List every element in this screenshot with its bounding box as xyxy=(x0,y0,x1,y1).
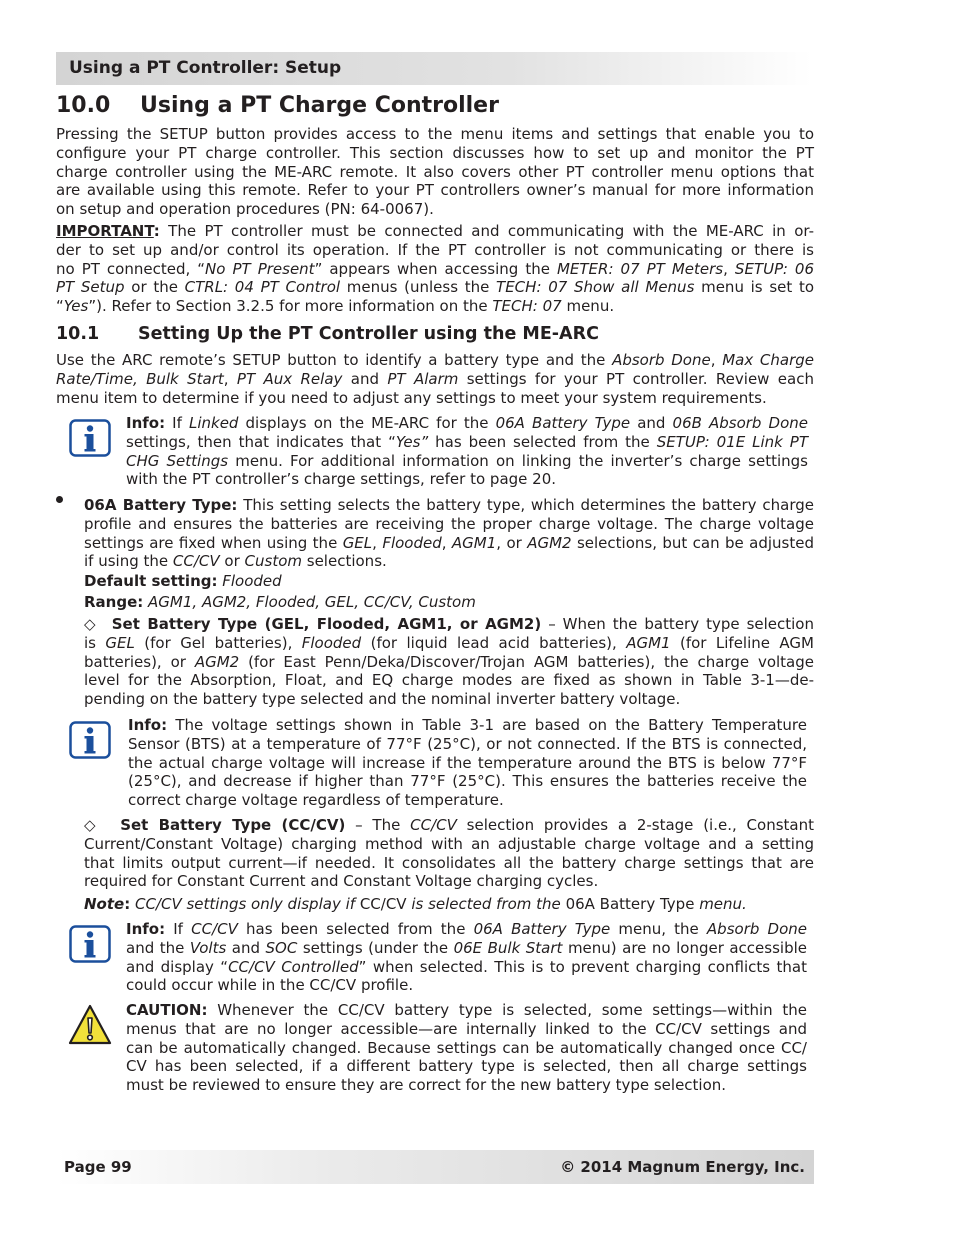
section-number: 10.0 xyxy=(56,93,111,118)
info-icon xyxy=(69,925,111,963)
default-setting xyxy=(84,572,814,591)
bullet-dot xyxy=(56,496,63,503)
intro-line: are available using this remote. Refer to your PT controllers owner’s manual for more information xyxy=(56,181,814,200)
info-note-linked: Info: If Linked displays on the ME-ARC for the 06A Battery Type and 06B Absorb Done settings, then that indicates that “Yes” has been selected from the SETUP: 01E Link PT CHG Settings menu. For additional information on linking the inverter’s charge settings with the PT controller’s charge settings, refer to page 20. xyxy=(126,414,809,489)
range-label: Range: xyxy=(84,593,144,611)
subsection-title xyxy=(56,324,599,344)
intro-line: on setup and operation procedures (PN: 64-0067). xyxy=(56,200,434,219)
diamond-icon: ◇ xyxy=(84,615,98,633)
caution-note: CAUTION: Whenever the CC/CV battery type is selected, some settings—within the menus that are no longer accessible—are internally linked to the CC/CV settings and can be automatically changed. Because settings can be automatically changed once CC/ CV has been selected, if a different battery type is selected, then all charge settings must be reviewed to ensure they are correct for the new battery type selection. xyxy=(126,1001,807,1095)
subsection-title-text: Setting Up the PT Controller using the ME-ARC xyxy=(138,324,599,344)
section-header-label: Using a PT Controller: Setup xyxy=(69,58,342,78)
info-icon xyxy=(69,721,111,759)
default-setting-label: Default setting: xyxy=(84,572,218,590)
info-note-cccv: Info: If CC/CV has been selected from the 06A Battery Type menu, the Absorb Done and the Volts and SOC settings (under the 06E Bulk Start menu) are no longer accessible and display “CC/CV Controlled” when selected. This is to prevent charging conflicts that could occur while in the CC/CV profile. xyxy=(126,920,807,995)
important-label: IMPORTANT xyxy=(56,222,154,240)
intro-line: configure your PT charge controller. This section discusses how to set up and monitor the PT xyxy=(56,143,814,162)
section-header-bar xyxy=(56,52,812,85)
battery-type-paragraph: 06A Battery Type: This setting selects the battery type, which determines the battery charge profile and ensures the batteries are receiving the proper charge voltage. The charge voltage settings are fixed when using the GEL, Flooded, AGM1, or AGM2 selections, but can be adjusted if using the CC/CV or Custom selections. xyxy=(84,496,814,571)
info-label: Info: xyxy=(126,414,166,432)
section-title-text: Using a PT Charge Controller xyxy=(140,93,499,118)
range-setting xyxy=(84,593,814,612)
set-battery-type-cccv-label: Set Battery Type (CC/CV) xyxy=(120,816,346,834)
info-label: Info: xyxy=(128,716,168,734)
set-battery-type-gel-paragraph: ◇ Set Battery Type (GEL, Flooded, AGM1, or AGM2) – When the battery type selection is GEL (for Gel batteries), Flooded (for liquid lead acid batteries), AGM1 (for Lifeline AGM batteries), or AGM2 (for East Penn/Deka/Discover/Trojan AGM batteries), the charge voltage level for the Absorption, Float, and EQ charge modes are fixed as shown in Table 3-1—de- pending on the battery type selected and the nominal inverter battery voltage. xyxy=(84,615,814,709)
caution-label: CAUTION: xyxy=(126,1001,208,1019)
range-value: AGM1, AGM2, Flooded, GEL, CC/CV, Custom xyxy=(143,593,476,611)
subsection-number: 10.1 xyxy=(56,324,100,344)
intro-line: charge controller using the ME-ARC remote. It also covers other PT controller menu options that xyxy=(56,162,814,181)
info-icon xyxy=(69,419,111,457)
default-setting-value: Flooded xyxy=(217,572,282,590)
section-title xyxy=(56,93,499,118)
info-label: Info: xyxy=(126,920,166,938)
diamond-icon: ◇ xyxy=(84,816,101,834)
note-cccv: Note: CC/CV settings only display if CC/CV is selected from the 06A Battery Type menu. xyxy=(84,895,747,913)
set-battery-type-label: Set Battery Type (GEL, Flooded, AGM1, or AGM2) xyxy=(111,615,542,633)
info-note-temperature: Info: The voltage settings shown in Table 3-1 are based on the Battery Temperature Sensor (BTS) at a temperature of 77°F (25°C), or not connected. If the BTS is connected, the actual charge voltage will increase if the temperature around the BTS is below 77°F (25°C), and decrease if higher than 77°F (25°C). This ensures the batteries receive the correct charge voltage regardless of temperature. xyxy=(128,716,807,810)
caution-triangle-icon xyxy=(68,1004,112,1046)
battery-type-label: 06A Battery Type: xyxy=(84,496,238,514)
intro-paragraph xyxy=(56,125,814,219)
page-number: Page 99 xyxy=(64,1158,132,1176)
use-paragraph: Use the ARC remote’s SETUP button to identify a battery type and the Absorb Done, Max Charge Rate/Time, Bulk Start, PT Aux Relay and PT Alarm settings for your PT controller. Review each menu item to determine if you need to adjust any settings to meet your system requirements. xyxy=(56,351,814,407)
copyright: © 2014 Magnum Energy, Inc. xyxy=(560,1158,805,1176)
important-paragraph: IMPORTANT: The PT controller must be connected and communicating with the ME-ARC in or- der to set up and/or control its operation. If the PT controller is not communicating or there is no PT connected, “No PT Present” appears when accessing the METER: 07 PT Meters, SETUP: 06 PT Setup or the CTRL: 04 PT Control menus (unless the TECH: 07 Show all Menus menu is set to “Yes”). Refer to Section 3.2.5 for more information on the TECH: 07 menu. xyxy=(56,222,815,316)
set-battery-type-cccv-paragraph: ◇ Set Battery Type (CC/CV) – The CC/CV selection provides a 2-stage (i.e., Constant Current/Constant Voltage) charging method with an adjustable charge voltage and a setting that limits output current—if needed. It consolidates all the battery charge settings that are required for Constant Current and Constant Voltage charging cycles. xyxy=(84,816,814,891)
note-label: Note xyxy=(84,895,125,913)
intro-line: Pressing the SETUP button provides access to the menu items and settings that enable you to xyxy=(56,125,814,143)
